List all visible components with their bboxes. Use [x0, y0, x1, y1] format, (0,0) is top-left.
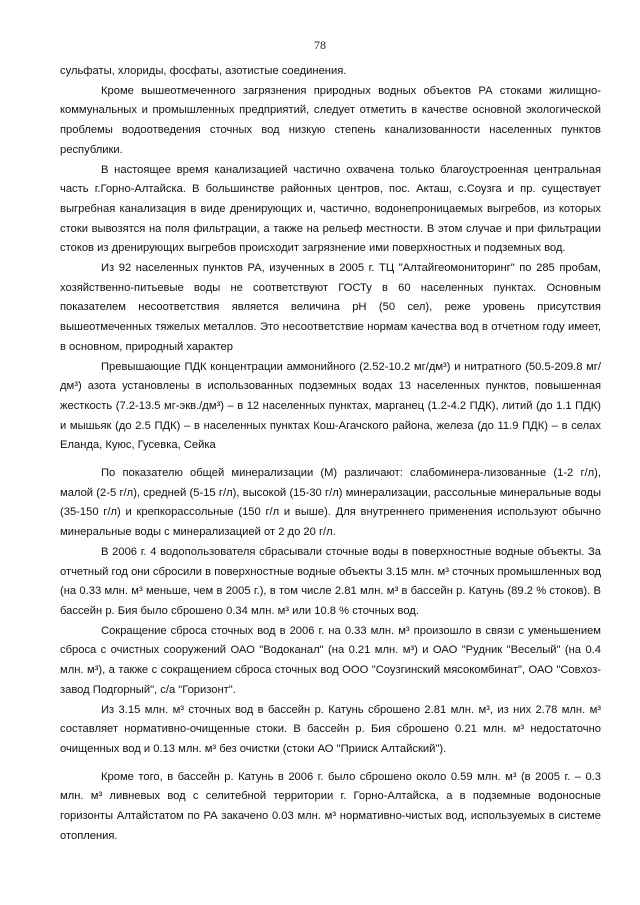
paragraph-3: В настоящее время канализацией частично охвачена только благоустроенная центральная часть г.Горно-Алтайска. В большинстве районных центров, пос. Акташ, с.Соузга и пр. существует выгребная канализация в виде дренирующих и, частично, водонепроницаемых выгребов, из которых стоки вывозятся на поля фильтрации, а также на рельеф местности. В этом случае и при фильтрации стоков из дренирующих выгребов происходит загрязнение ими поверхностных и подземных вод.: [60, 163, 601, 255]
body-text: [60, 62, 601, 846]
paragraph-4: Из 92 населенных пунктов РА, изученных в 2005 г. ТЦ "Алтайгеомониторинг" по 285 пробам, хозяйственно-питьевые воды не соответствуют ГОСТу в 60 населенных пунктах. Основным показателем несоответствия является величина pH (50 сел), реже уровень присутствия вышеотмеченных тяжелых металлов. Это несоответствие нормам качества вод в отчетном году имеет, в основном, природный характер: [60, 262, 601, 353]
paragraph-9: Из 3.15 млн. м³ сточных вод в бассейн р. Катунь сброшено 2.81 млн. м³, из них 2.78 млн. м³ составляет нормативно-очищенные стоки. В бассейн р. Бия сброшено 0.21 млн. м³ недостаточно очищенных вод и 0.13 млн. м³ без очистки (стоки АО "Прииск Алтайский").: [60, 703, 601, 755]
paragraph-8: Сокращение сброса сточных вод в 2006 г. на 0.33 млн. м³ произошло в связи с уменьшением сброса с очистных сооружений ОАО "Водоканал" (на 0.21 млн. м³) и ОАО "Рудник "Веселый" (на 0.4 млн. м³), а также с сокращением сброса сточных вод ООО "Соузгинский мясокомбинат", ОАО "Совхоз-завод Подгорный", с/а "Горизонт".: [60, 624, 601, 696]
paragraph-1: сульфаты, хлориды, фосфаты, азотистые соединения.: [60, 65, 347, 77]
paragraph-7: В 2006 г. 4 водопользователя сбрасывали сточные воды в поверхностные водные объекты. За отчетный год они сбросили в поверхностные водные объекты 3.15 млн. м³ сточных промышленных вод (на 0.33 млн. м³ меньше, чем в 2005 г.), в том числе 2.81 млн. м³ в бассейн р. Катунь (89.2 % стоков). В бассейн р. Бия было сброшено 0.34 млн. м³ или 10.8 % сточных вод.: [60, 545, 601, 617]
paragraph-5: Превышающие ПДК концентрации аммонийного (2.52-10.2 мг/дм³) и нитратного (50.5-209.8 мг/дм³) азота установлены в использованных подземных водах 13 населенных пунктов, повышенная жесткость (7.2-13.5 мг-экв./дм³) – в 12 населенных пунктах, марганец (1.2-4.2 ПДК), литий (до 1.1 ПДК) и мышьяк (до 2.5 ПДК) – в населенных пунктах Кош-Агачского района, железа (до 11.9 ПДК) – в селах Еланда, Куюс, Гусевка, Сейка: [60, 360, 601, 452]
page-number: 78: [314, 38, 326, 52]
paragraph-10: Кроме того, в бассейн р. Катунь в 2006 г. было сброшено около 0.59 млн. м³ (в 2005 г. – 0.3 млн. м³ ливневых вод с селитебной территории г. Горно-Алтайска, а в подземные водоносные горизонты Алтайстатом по РА закачено 0.03 млн. м³ нормативно-чистых вод, используемых в системе отопления.: [60, 770, 601, 842]
paragraph-2: Кроме вышеотмеченного загрязнения природных водных объектов РА стоками жилищно-коммунальных и промышленных предприятий, следует отметить в качестве основной экологической проблемы водоотведения сточных вод низкую степень канализованности населенных пунктов республики.: [60, 84, 601, 156]
paragraph-6: По показателю общей минерализации (М) различают: слабоминера-лизованные (1-2 г/л), малой (2-5 г/л), средней (5-15 г/л), высокой (15-30 г/л) минерализации, рассольные минеральные воды (35-150 г/л) и крепкорассольные (150 г/л и выше). Для внутреннего применения используют обычно минеральные воды с минерализацией от 2 до 20 г/л.: [60, 467, 601, 539]
